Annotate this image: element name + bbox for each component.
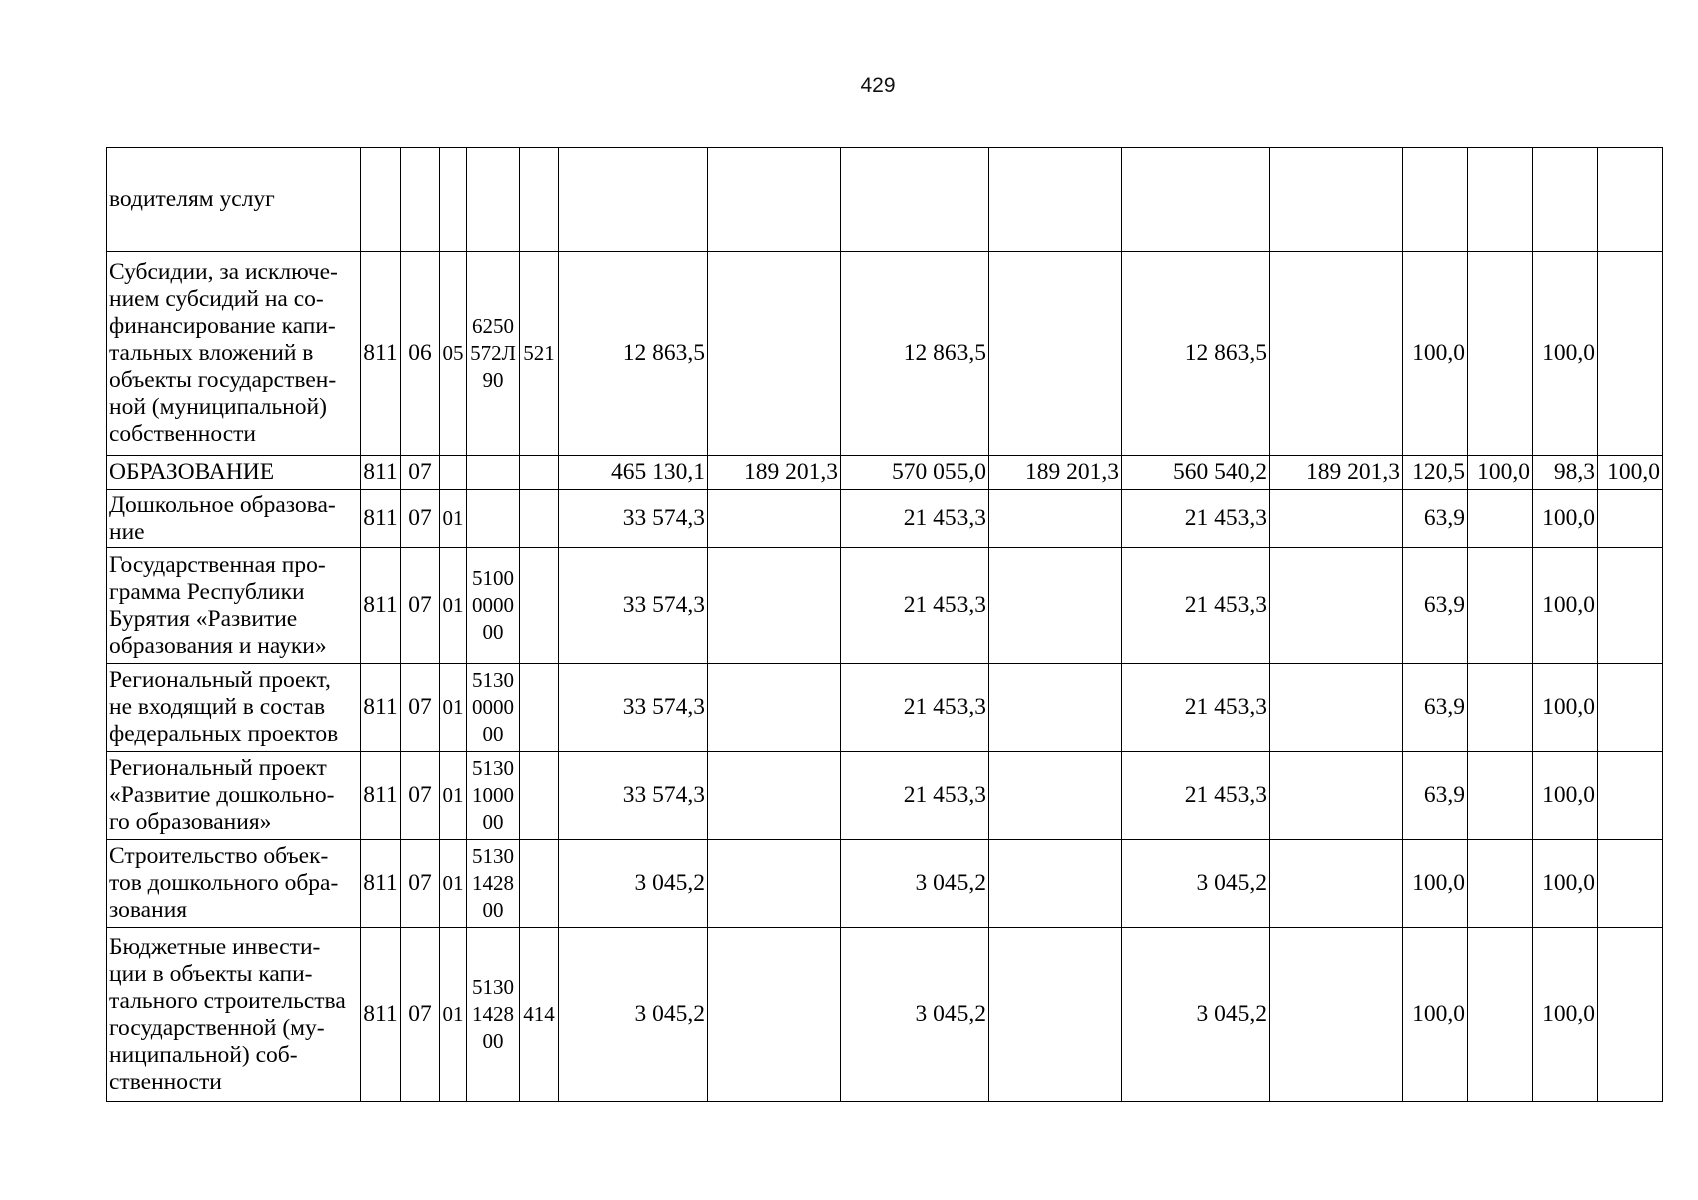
percent-cell-2 <box>1468 548 1533 664</box>
row-name-cell: Бюджетные инвести- ции в объекты капи- тального строительства государственной (му- ниципальной) соб- ственности <box>107 928 361 1102</box>
amount-cell-6 <box>1270 840 1403 928</box>
target-article-cell <box>467 148 520 252</box>
percent-cell-4: 100,0 <box>1598 456 1663 490</box>
amount-cell-2 <box>708 664 841 752</box>
percent-cell-3: 100,0 <box>1533 490 1598 548</box>
percent-cell-3: 100,0 <box>1533 548 1598 664</box>
amount-cell-5: 21 453,3 <box>1122 490 1270 548</box>
subsection-code-cell: 01 <box>440 548 467 664</box>
subsection-code-cell <box>440 456 467 490</box>
amount-cell-5: 560 540,2 <box>1122 456 1270 490</box>
amount-cell-6 <box>1270 928 1403 1102</box>
section-code-cell <box>401 148 440 252</box>
amount-cell-1: 465 130,1 <box>559 456 708 490</box>
expense-type-cell <box>520 148 559 252</box>
amount-cell-6 <box>1270 664 1403 752</box>
ved-code-cell: 811 <box>361 840 401 928</box>
amount-cell-5: 3 045,2 <box>1122 840 1270 928</box>
percent-cell-4 <box>1598 548 1663 664</box>
amount-cell-3 <box>841 148 989 252</box>
expense-type-cell <box>520 840 559 928</box>
section-code-cell: 07 <box>401 548 440 664</box>
amount-cell-4 <box>989 752 1122 840</box>
row-name-cell: Субсидии, за исключе- нием субсидий на со- финансирование капи- тальных вложений в объекты государствен- ной (муниципальной) собственности <box>107 252 361 456</box>
amount-cell-1: 33 574,3 <box>559 490 708 548</box>
amount-cell-2: 189 201,3 <box>708 456 841 490</box>
amount-cell-4 <box>989 490 1122 548</box>
target-article-cell: 5100 0000 00 <box>467 548 520 664</box>
target-article-cell: 5130 1000 00 <box>467 752 520 840</box>
ved-code-cell: 811 <box>361 928 401 1102</box>
amount-cell-2 <box>708 840 841 928</box>
percent-cell-2 <box>1468 252 1533 456</box>
expense-type-cell <box>520 490 559 548</box>
percent-cell-2: 100,0 <box>1468 456 1533 490</box>
percent-cell-3: 100,0 <box>1533 252 1598 456</box>
amount-cell-2 <box>708 548 841 664</box>
percent-cell-3: 98,3 <box>1533 456 1598 490</box>
section-code-cell: 07 <box>401 928 440 1102</box>
section-code-cell: 07 <box>401 840 440 928</box>
amount-cell-2 <box>708 148 841 252</box>
section-code-cell: 07 <box>401 664 440 752</box>
subsection-code-cell: 01 <box>440 928 467 1102</box>
ved-code-cell: 811 <box>361 490 401 548</box>
section-code-cell: 07 <box>401 456 440 490</box>
subsection-code-cell: 01 <box>440 490 467 548</box>
amount-cell-1: 3 045,2 <box>559 928 708 1102</box>
amount-cell-3: 3 045,2 <box>841 840 989 928</box>
row-name-cell: водителям услуг <box>107 148 361 252</box>
expense-type-cell: 521 <box>520 252 559 456</box>
target-article-cell <box>467 456 520 490</box>
subsection-code-cell <box>440 148 467 252</box>
amount-cell-3: 21 453,3 <box>841 664 989 752</box>
amount-cell-5: 3 045,2 <box>1122 928 1270 1102</box>
percent-cell-3 <box>1533 148 1598 252</box>
amount-cell-6: 189 201,3 <box>1270 456 1403 490</box>
percent-cell-4 <box>1598 148 1663 252</box>
row-name-cell: Региональный проект «Развитие дошкольно- го образования» <box>107 752 361 840</box>
row-name-cell: ОБРАЗОВАНИЕ <box>107 456 361 490</box>
amount-cell-1 <box>559 148 708 252</box>
percent-cell-4 <box>1598 252 1663 456</box>
amount-cell-3: 3 045,2 <box>841 928 989 1102</box>
ved-code-cell: 811 <box>361 548 401 664</box>
expense-type-cell <box>520 752 559 840</box>
percent-cell-1: 100,0 <box>1403 840 1468 928</box>
amount-cell-6 <box>1270 252 1403 456</box>
amount-cell-6 <box>1270 548 1403 664</box>
target-article-cell: 5130 0000 00 <box>467 664 520 752</box>
amount-cell-5: 21 453,3 <box>1122 752 1270 840</box>
ved-code-cell: 811 <box>361 664 401 752</box>
section-code-cell: 06 <box>401 252 440 456</box>
percent-cell-2 <box>1468 148 1533 252</box>
percent-cell-3: 100,0 <box>1533 752 1598 840</box>
table-row <box>107 928 1663 1102</box>
amount-cell-2 <box>708 490 841 548</box>
table-body <box>107 148 1663 1102</box>
percent-cell-2 <box>1468 752 1533 840</box>
amount-cell-4 <box>989 664 1122 752</box>
amount-cell-1: 12 863,5 <box>559 252 708 456</box>
section-code-cell: 07 <box>401 490 440 548</box>
amount-cell-3: 21 453,3 <box>841 752 989 840</box>
expense-type-cell <box>520 664 559 752</box>
subsection-code-cell: 01 <box>440 664 467 752</box>
table-row <box>107 490 1663 548</box>
amount-cell-2 <box>708 928 841 1102</box>
amount-cell-6 <box>1270 490 1403 548</box>
ved-code-cell: 811 <box>361 752 401 840</box>
amount-cell-1: 33 574,3 <box>559 548 708 664</box>
table-row <box>107 752 1663 840</box>
expense-type-cell <box>520 456 559 490</box>
amount-cell-3: 21 453,3 <box>841 490 989 548</box>
percent-cell-4 <box>1598 840 1663 928</box>
percent-cell-1: 100,0 <box>1403 252 1468 456</box>
row-name-cell: Региональный проект, не входящий в состав федеральных проектов <box>107 664 361 752</box>
percent-cell-2 <box>1468 928 1533 1102</box>
target-article-cell: 5130 1428 00 <box>467 928 520 1102</box>
amount-cell-3: 21 453,3 <box>841 548 989 664</box>
amount-cell-3: 570 055,0 <box>841 456 989 490</box>
table-row <box>107 148 1663 252</box>
amount-cell-4 <box>989 840 1122 928</box>
target-article-cell <box>467 490 520 548</box>
table-row <box>107 664 1663 752</box>
percent-cell-3: 100,0 <box>1533 928 1598 1102</box>
percent-cell-1: 63,9 <box>1403 490 1468 548</box>
table-row <box>107 456 1663 490</box>
amount-cell-2 <box>708 752 841 840</box>
amount-cell-1: 33 574,3 <box>559 752 708 840</box>
amount-cell-6 <box>1270 148 1403 252</box>
row-name-cell: Государственная про- грамма Республики Бурятия «Развитие образования и науки» <box>107 548 361 664</box>
row-name-cell: Строительство объек- тов дошкольного обра- зования <box>107 840 361 928</box>
amount-cell-4: 189 201,3 <box>989 456 1122 490</box>
target-article-cell: 5130 1428 00 <box>467 840 520 928</box>
section-code-cell: 07 <box>401 752 440 840</box>
percent-cell-4 <box>1598 664 1663 752</box>
amount-cell-5: 21 453,3 <box>1122 548 1270 664</box>
amount-cell-6 <box>1270 752 1403 840</box>
row-name-cell: Дошкольное образова- ние <box>107 490 361 548</box>
percent-cell-1: 100,0 <box>1403 928 1468 1102</box>
subsection-code-cell: 01 <box>440 752 467 840</box>
percent-cell-1: 120,5 <box>1403 456 1468 490</box>
amount-cell-2 <box>708 252 841 456</box>
amount-cell-1: 33 574,3 <box>559 664 708 752</box>
table-row <box>107 252 1663 456</box>
percent-cell-4 <box>1598 490 1663 548</box>
table-row <box>107 548 1663 664</box>
percent-cell-1: 63,9 <box>1403 664 1468 752</box>
percent-cell-4 <box>1598 752 1663 840</box>
percent-cell-4 <box>1598 928 1663 1102</box>
amount-cell-4 <box>989 928 1122 1102</box>
amount-cell-4 <box>989 148 1122 252</box>
amount-cell-4 <box>989 252 1122 456</box>
table-row <box>107 840 1663 928</box>
percent-cell-2 <box>1468 664 1533 752</box>
ved-code-cell: 811 <box>361 252 401 456</box>
percent-cell-2 <box>1468 490 1533 548</box>
percent-cell-1 <box>1403 148 1468 252</box>
percent-cell-3: 100,0 <box>1533 840 1598 928</box>
expense-type-cell <box>520 548 559 664</box>
amount-cell-3: 12 863,5 <box>841 252 989 456</box>
budget-table <box>106 147 1663 1102</box>
target-article-cell: 6250 572Л 90 <box>467 252 520 456</box>
percent-cell-2 <box>1468 840 1533 928</box>
expense-type-cell: 414 <box>520 928 559 1102</box>
ved-code-cell <box>361 148 401 252</box>
ved-code-cell: 811 <box>361 456 401 490</box>
amount-cell-5: 12 863,5 <box>1122 252 1270 456</box>
amount-cell-4 <box>989 548 1122 664</box>
percent-cell-3: 100,0 <box>1533 664 1598 752</box>
amount-cell-5 <box>1122 148 1270 252</box>
subsection-code-cell: 01 <box>440 840 467 928</box>
amount-cell-1: 3 045,2 <box>559 840 708 928</box>
page-number: 429 <box>860 74 896 97</box>
subsection-code-cell: 05 <box>440 252 467 456</box>
amount-cell-5: 21 453,3 <box>1122 664 1270 752</box>
percent-cell-1: 63,9 <box>1403 548 1468 664</box>
percent-cell-1: 63,9 <box>1403 752 1468 840</box>
